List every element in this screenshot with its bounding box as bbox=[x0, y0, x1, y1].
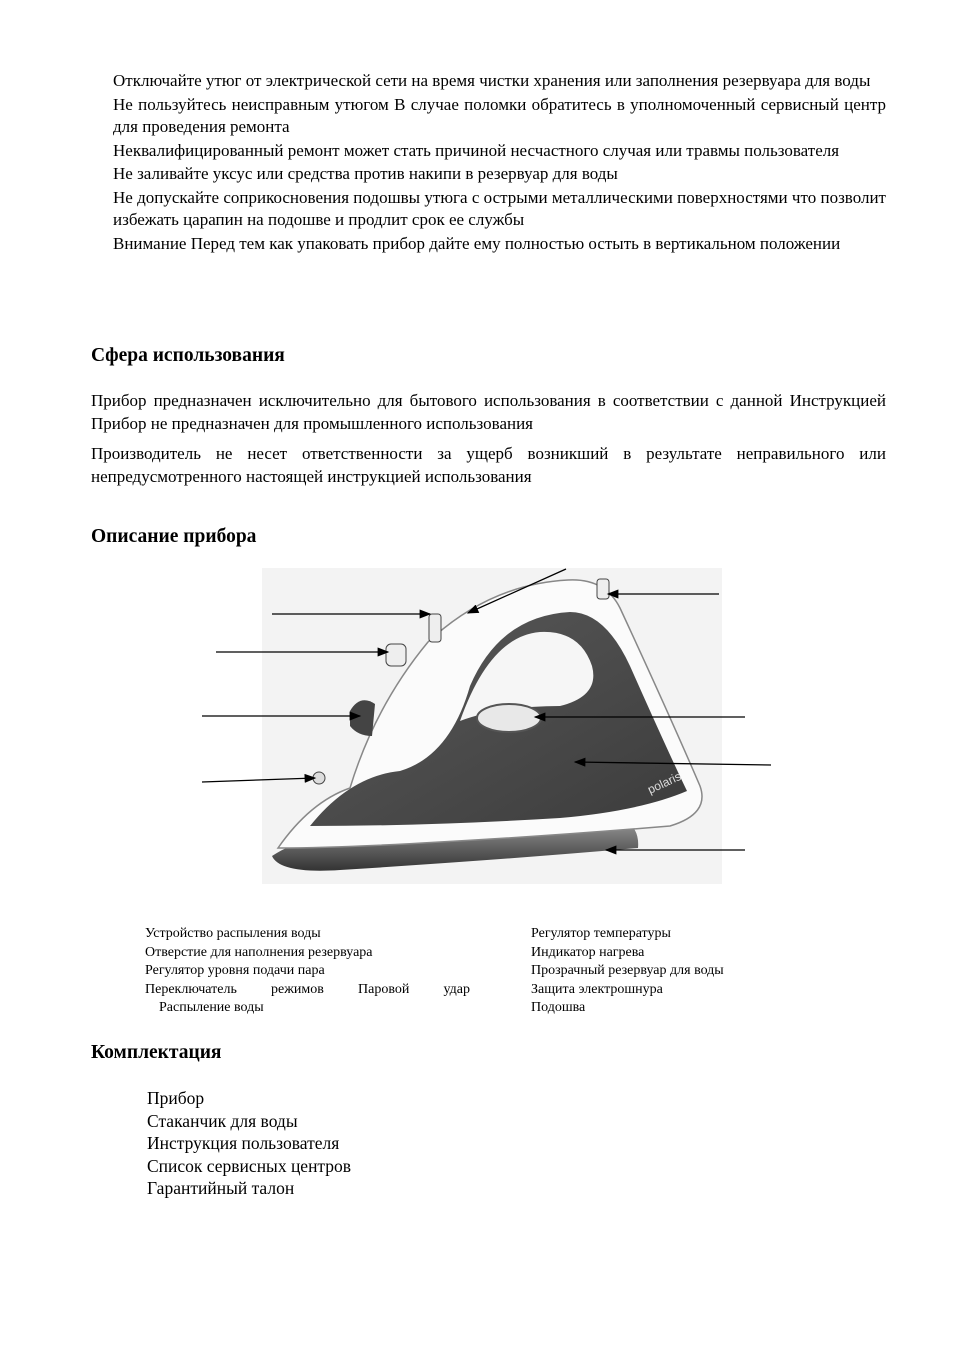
legend-word: Паровой bbox=[358, 981, 410, 997]
liability-paragraph: Производитель не несет ответственности за ущерб возникший в результате неправильного или непредусмотренного настоящей инструкцией использования bbox=[91, 444, 886, 486]
legend-item: Индикатор нагрева bbox=[531, 944, 645, 960]
brand-logo: polaris bbox=[645, 769, 684, 797]
usage-paragraph: Прибор предназначен исключительно для бытового использования в соответствии с данной Инструкцией Прибор не предназначен для промышленного использования bbox=[91, 391, 886, 433]
legend-right bbox=[531, 925, 791, 1018]
legend-word: удар bbox=[443, 981, 470, 997]
cord-guard bbox=[597, 579, 609, 599]
legend-item-mode-switch bbox=[145, 981, 470, 1000]
legend-item: Отверстие для наполнения резервуара bbox=[145, 944, 373, 960]
legend-item: Регулятор температуры bbox=[531, 926, 671, 941]
kit-item: Гарантийный талон bbox=[147, 1178, 295, 1198]
legend-word: режимов bbox=[271, 981, 324, 997]
kit-heading: Комплектация bbox=[91, 1042, 222, 1063]
kit-list bbox=[147, 1087, 351, 1200]
steam-dial bbox=[386, 644, 406, 666]
kit-item: Инструкция пользователя bbox=[147, 1133, 340, 1153]
warning-item: Отключайте утюг от электрической сети на время чистки хранения или заполнения резервуара для воды bbox=[113, 71, 871, 90]
legend-left bbox=[145, 925, 470, 1018]
warning-item: Не допускайте соприкосновения подошвы утюга с острыми металлическими поверхностями что позволит избежать царапин на подошве и продлит срок ее службы bbox=[113, 187, 886, 229]
iron-figure bbox=[200, 556, 780, 886]
legend-word: Переключатель bbox=[145, 981, 237, 997]
legend-item-continued: Распыление воды bbox=[159, 1000, 264, 1015]
kit-item: Список сервисных центров bbox=[147, 1155, 352, 1176]
legend-item: Регулятор уровня подачи пара bbox=[145, 963, 325, 978]
warning-item: Внимание Перед тем как упаковать прибор дайте ему полностью остыть в вертикальном положении bbox=[113, 233, 841, 253]
description-heading: Описание прибора bbox=[91, 526, 257, 547]
kit-item: Прибор bbox=[147, 1088, 205, 1108]
kit-item: Стаканчик для воды bbox=[147, 1110, 298, 1131]
warning-item: Не пользуйтесь неисправным утюгом В случае поломки обратитесь в уполномоченный сервисный центр для проведения ремонта bbox=[113, 94, 886, 136]
iron-illustration bbox=[200, 556, 780, 886]
legend-item: Устройство распыления воды bbox=[145, 926, 321, 941]
legend-item: Подошва bbox=[531, 1000, 586, 1015]
spray-button bbox=[429, 614, 441, 642]
warnings-list bbox=[113, 70, 886, 256]
usage-heading: Сфера использования bbox=[91, 345, 285, 366]
legend-item: Прозрачный резервуар для воды bbox=[531, 963, 724, 978]
warning-item: Неквалифицированный ремонт может стать причиной несчастного случая или травмы пользователя bbox=[113, 140, 840, 160]
legend-item: Защита электрошнура bbox=[531, 981, 663, 997]
warning-item: Не заливайте уксус или средства против накипи в резервуар для воды bbox=[113, 164, 618, 183]
transparent-tank bbox=[477, 704, 541, 732]
